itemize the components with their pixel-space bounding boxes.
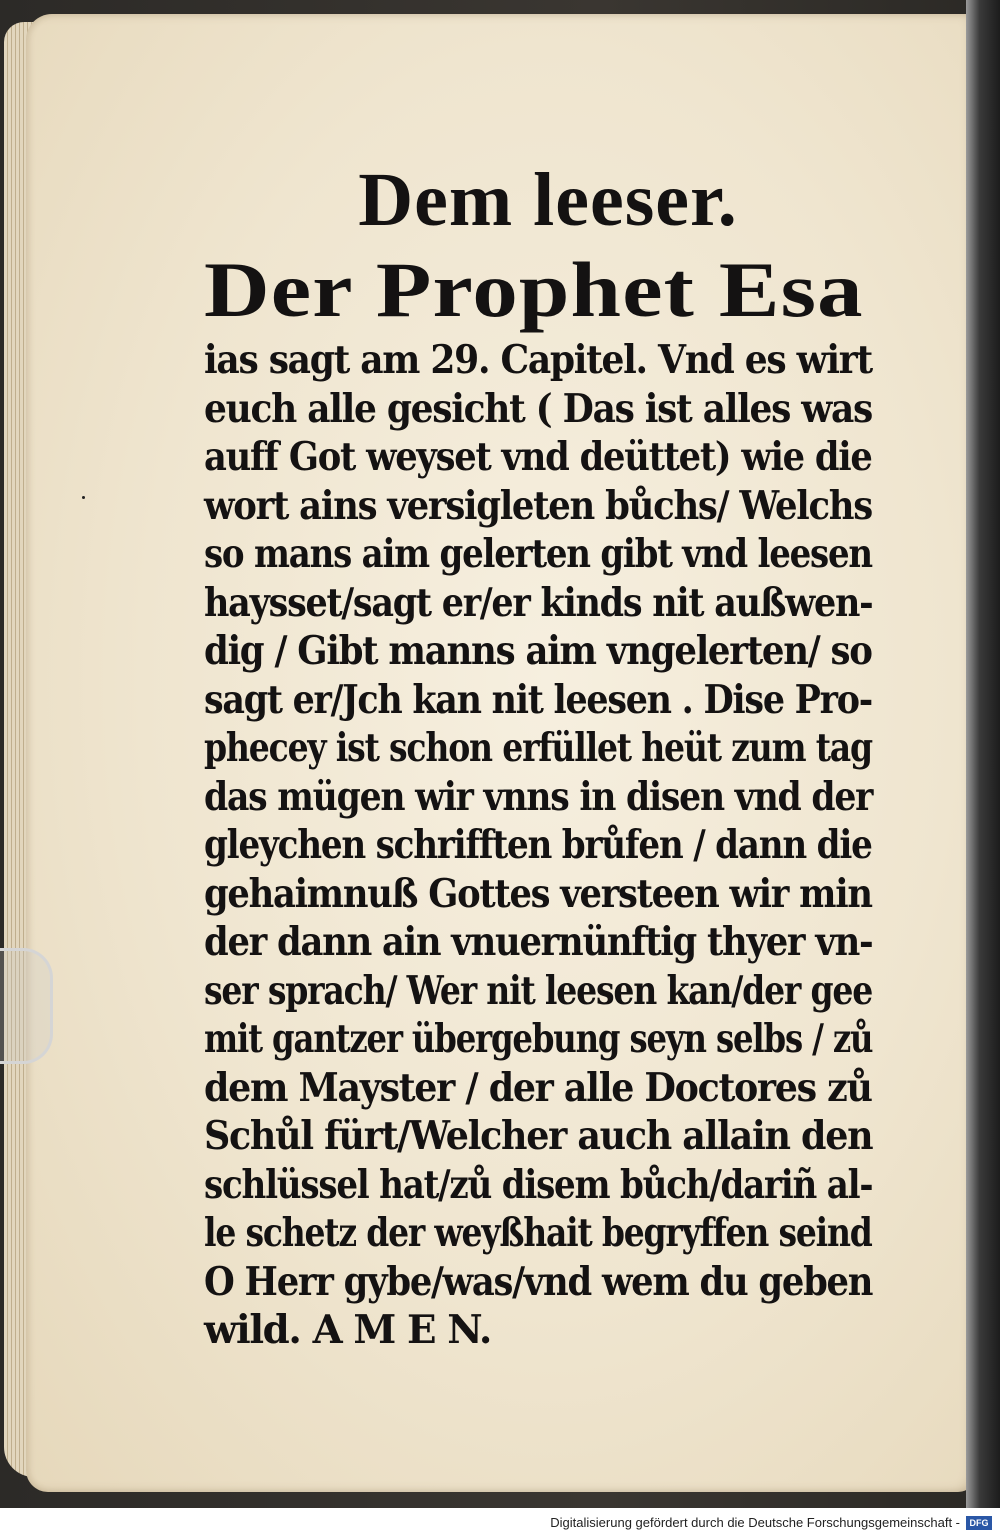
ink-speck (82, 496, 85, 499)
heading-dem-leeser: Dem leeser. (358, 158, 738, 242)
text-line: gehaimnuß Gottes versteen wir min (204, 870, 872, 917)
text-line: auff Got weyset vnd deüttet) wie die (204, 434, 872, 480)
text-line: Schůl fürt/Welcher auch allain den (204, 1113, 873, 1159)
page-clip (0, 948, 53, 1064)
binding-shadow (966, 0, 1000, 1508)
footer-bar (0, 1508, 1000, 1537)
body-text (204, 336, 876, 1355)
text-line: mit gantzer übergebung seyn selbs / zů (204, 1016, 873, 1062)
text-line: gleychen schrifften brůfen / dann die (204, 822, 872, 868)
heading-der-prophet: Der Prophet Esa (204, 246, 864, 333)
text-line: ias sagt am 29. Capitel. Vnd es wirt (204, 337, 872, 383)
footer-credit: Digitalisierung gefördert durch die Deutsche Forschungsgemeinschaft - (550, 1515, 960, 1530)
text-line: le schetz der weyßhait begryffen seind (204, 1210, 872, 1256)
text-line: das mügen wir vnns in disen vnd der (204, 773, 873, 820)
text-line: so mans aim gelerten gibt vnd leesen (204, 531, 872, 577)
text-line: sagt er/Jch kan nit leesen . Dise Pro- (204, 676, 872, 723)
text-line: phecey ist schon erfüllet heüt zum tag (204, 725, 872, 771)
text-line: wild. A M E N. (204, 1307, 491, 1353)
text-line: dig / Gibt manns aim vngelerten/ so (204, 628, 872, 674)
text-line: O Herr gybe/was/vnd wem du geben (204, 1258, 873, 1305)
text-line: haysset/sagt er/er kinds nit außwen- (204, 579, 873, 626)
dfg-logo: DFG (966, 1516, 992, 1530)
text-line: euch alle gesicht ( Das ist alles was (204, 385, 872, 432)
text-line: schlüssel hat/zů disem bůch/dariñ al- (204, 1161, 873, 1208)
text-line: wort ains versigleten bůchs/ Welchs (204, 482, 872, 529)
text-line: der dann ain vnuernünftig thyer vn- (204, 919, 873, 965)
text-line: ser sprach/ Wer nit leesen kan/der gee (204, 967, 873, 1014)
page-text (204, 156, 876, 1355)
text-line: dem Mayster / der alle Doctores zů (204, 1064, 872, 1111)
